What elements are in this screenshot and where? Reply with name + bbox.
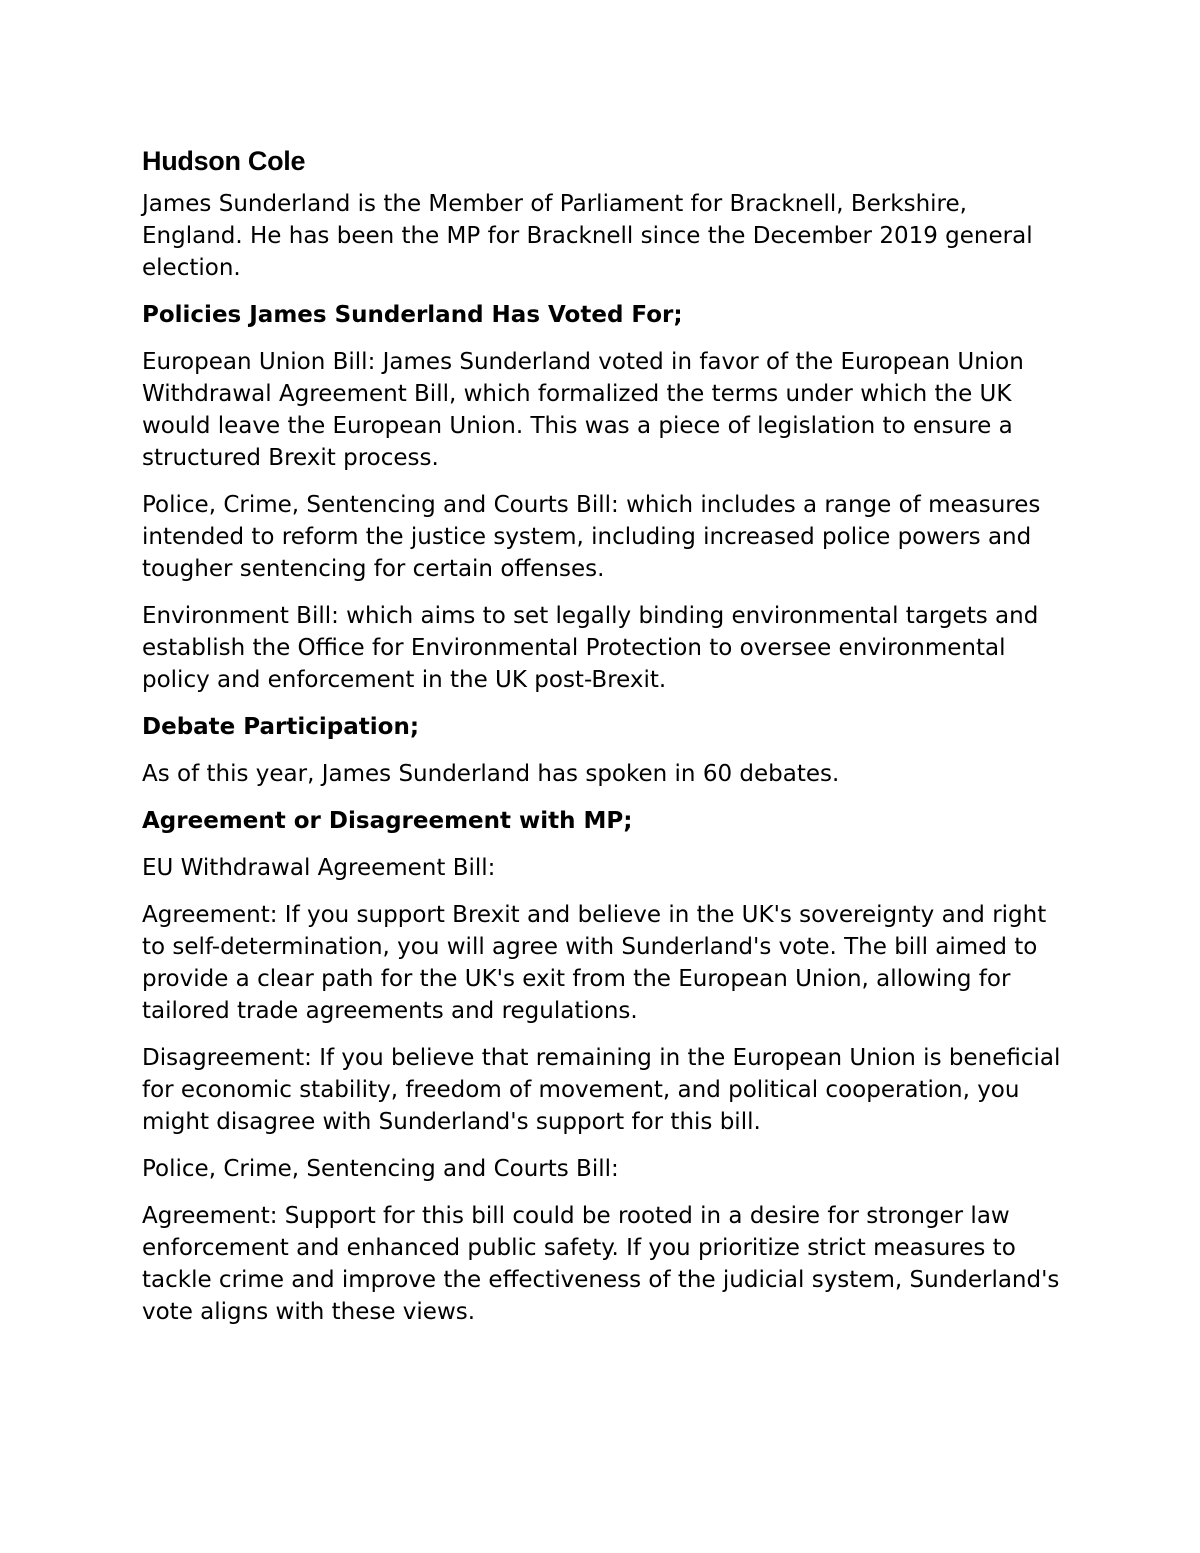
document-body xyxy=(142,143,1062,1343)
agreement-heading: Agreement or Disagreement with MP; xyxy=(142,808,633,834)
policy-eu-bill-paragraph: European Union Bill: James Sunderland voted in favor of the European Union Withdrawal Agreement Bill, which formalized the terms under which the UK would leave the European Union. This was a piece of legislation to ensure a structured Brexit process. xyxy=(142,349,1024,471)
document-title: Hudson Cole xyxy=(142,146,306,176)
debate-heading: Debate Participation; xyxy=(142,714,420,740)
eu-agreement-paragraph: Agreement: If you support Brexit and believe in the UK's sovereignty and right to self-determination, you will agree with Sunderland's vote. The bill aimed to provide a clear path for the UK's exit from the European Union, allowing for tailored trade agreements and regulations. xyxy=(142,902,1047,1024)
debate-paragraph: As of this year, James Sunderland has spoken in 60 debates. xyxy=(142,761,840,787)
policy-police-bill-paragraph: Police, Crime, Sentencing and Courts Bill: which includes a range of measures intended to reform the justice system, including increased police powers and tougher sentencing for certain offenses. xyxy=(142,492,1041,582)
police-bill-label: Police, Crime, Sentencing and Courts Bill: xyxy=(142,1156,619,1182)
eu-bill-label: EU Withdrawal Agreement Bill: xyxy=(142,855,496,881)
policies-heading: Policies James Sunderland Has Voted For; xyxy=(142,302,683,328)
eu-disagreement-paragraph: Disagreement: If you believe that remaining in the European Union is beneficial for economic stability, freedom of movement, and political cooperation, you might disagree with Sunderland's support for this bill. xyxy=(142,1045,1061,1135)
police-agreement-paragraph: Agreement: Support for this bill could be rooted in a desire for stronger law enforcement and enhanced public safety. If you prioritize strict measures to tackle crime and improve the effectiveness of the judicial system, Sunderland's vote aligns with these views. xyxy=(142,1203,1060,1325)
policy-environment-bill-paragraph: Environment Bill: which aims to set legally binding environmental targets and establish the Office for Environmental Protection to oversee environmental policy and enforcement in the UK post-Brexit. xyxy=(142,603,1039,693)
intro-paragraph: James Sunderland is the Member of Parliament for Bracknell, Berkshire, England. He has been the MP for Bracknell since the December 2019 general election. xyxy=(142,191,1033,281)
